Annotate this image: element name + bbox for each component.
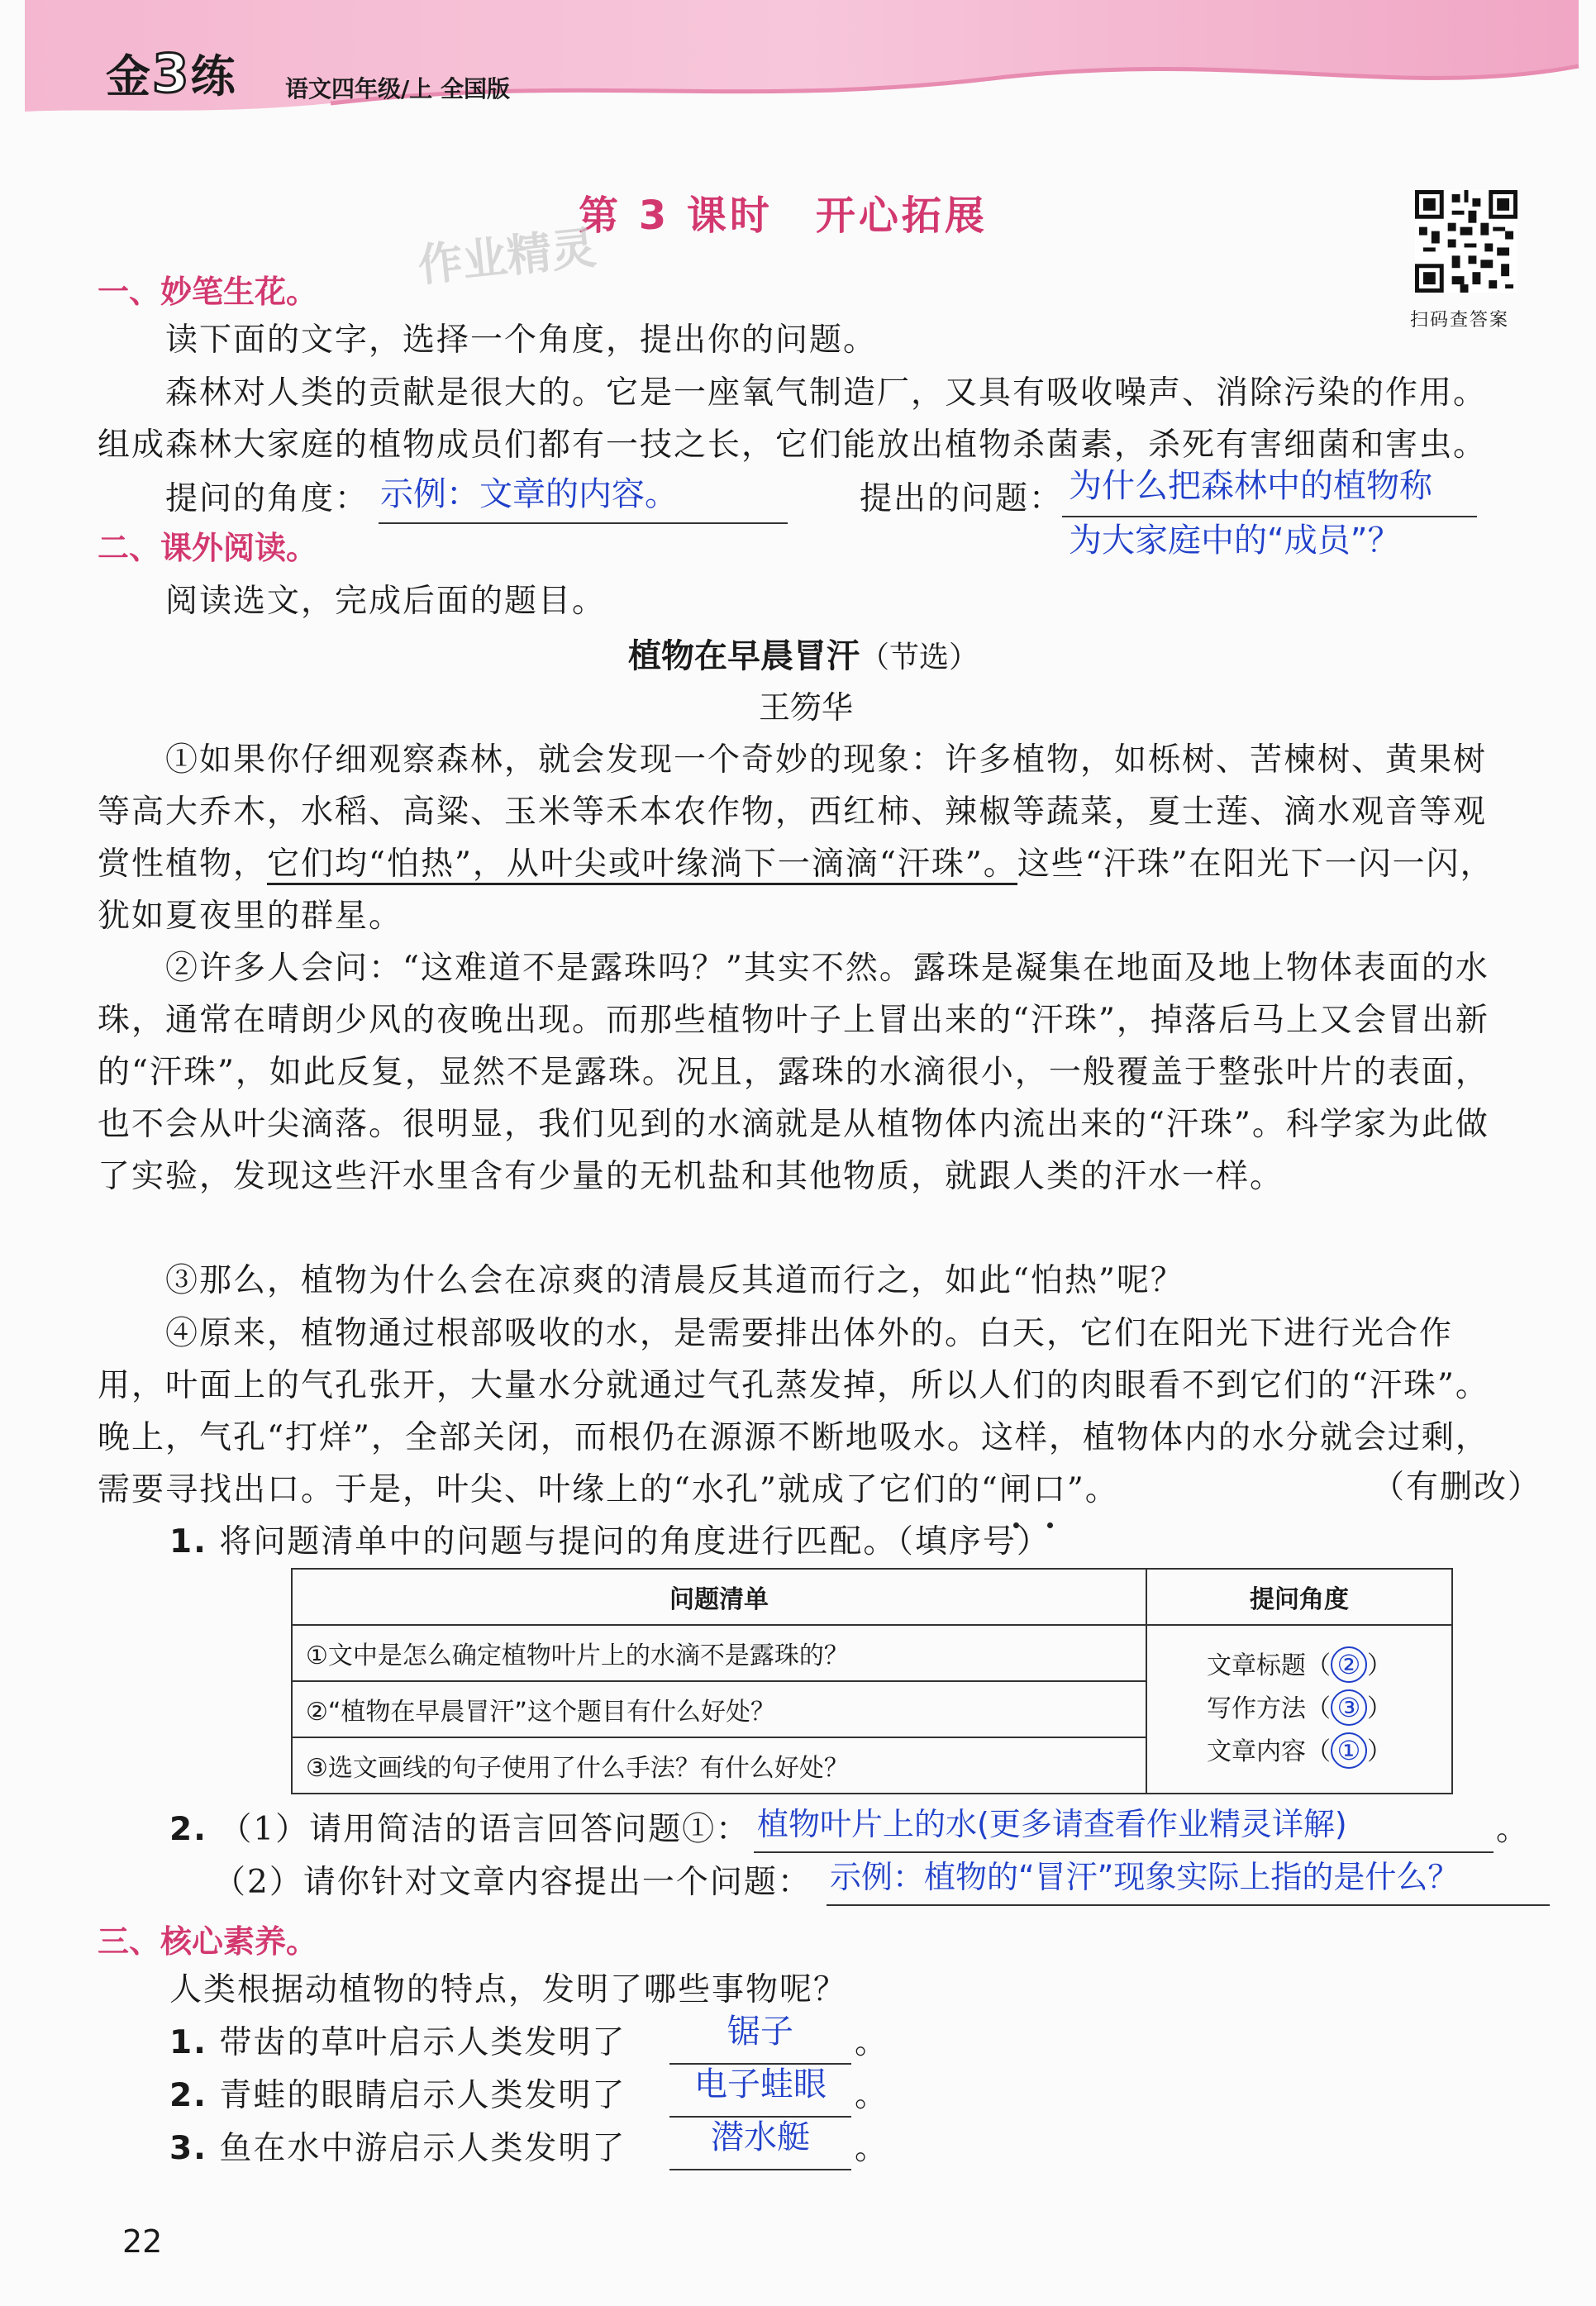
angle-answer-title[interactable]: ② [1331, 1646, 1367, 1683]
q2-1-period: 。 [1496, 1811, 1531, 1848]
question-label: 提出的问题： [860, 480, 1064, 517]
q2-2-answer: 示例：植物的“冒汗”现象实际上指的是什么？ [830, 1859, 1460, 1895]
q2-1-answer: 植物叶片上的水(更多请查看作业精灵详解) [757, 1806, 1347, 1842]
paragraph-3: ③那么，植物为什么会在凉爽的清晨反其道而行之，如此“怕热”呢？ [165, 1262, 1184, 1299]
section1-passage: 森林对人类的贡献是很大的。它是一座氧气制造厂，又具有吸收噪声、消除污染的作用。组成森林大家庭的植物成员们都有一技之长，它们能放出植物杀菌素，杀死有害细菌和害虫。 [98, 374, 1488, 464]
question-answer-line2: 为大家庭中的“成员”？ [1069, 522, 1401, 560]
dotted-word: 闸口 [999, 1471, 1067, 1508]
angle-answer: 示例：文章的内容。 [380, 475, 678, 513]
paragraph-2: ②许多人会问：“这难道不是露珠吗？”其实不然。露珠是凝集在地面及地上物体表面的水珠，通常在晴朗少风的夜晚出现。而那些植物叶子上冒出来的“汗珠”，掉落后马上又会冒出新的“汗珠”，如此反复，显然不是露珠。况且，露珠的水滴很小，一般覆盖于整张叶片的表面，也不会从叶尖滴落。很明显，我们见到的水滴就是从植物体内流出来的“汗珠”。科学家为此做了实验，发现这些汗水里含有少量的无机盐和其他物质，就跟人类的汗水一样。 [98, 950, 1489, 1195]
section3-heading: 三、核心素养。 [98, 1923, 318, 1960]
angle-answer-method[interactable]: ③ [1331, 1689, 1367, 1726]
section3-intro: 人类根据动植物的特点，发明了哪些事物呢？ [169, 1971, 848, 2008]
q2-2: （2）请你针对文章内容提出一个问题： [213, 1864, 812, 1901]
answer-field[interactable] [669, 2118, 851, 2170]
period: 。 [855, 2130, 889, 2167]
section3-item: 1. 带齿的草叶启示人类发明了 [169, 2024, 626, 2061]
q2-1-answer-field[interactable] [754, 1807, 1494, 1853]
lesson-title: 第 3 课时 开心拓展 [579, 193, 988, 239]
section2-heading: 二、课外阅读。 [98, 530, 318, 566]
section3-item: 2. 青蛙的眼睛启示人类发明了 [169, 2077, 626, 2114]
qr-caption: 扫码查答案 [1410, 310, 1510, 331]
section2-instruction: 阅读选文，完成后面的题目。 [165, 583, 607, 620]
q2-2-answer-field[interactable] [827, 1860, 1550, 1906]
table-row: ③选文画线的句子使用了什么手法？有什么好处？ [292, 1737, 1146, 1794]
angle-label: 提问的角度： [165, 480, 369, 517]
paragraph-4: ④原来，植物通过根部吸收的水，是需要排出体外的。白天，它们在阳光下进行光合作用，叶面上的气孔张开，大量水分就通过气孔蒸发掉，所以人们的肉眼看不到它们的“汗珠”。晚上，气孔“打烊”，全部关闭，而根仍在源源不断地吸水。这样，植物体内的水分就会过剩，需要寻找出口。于是，叶尖、叶缘上的“水孔”就成了它们的“闸口 ”。 [98, 1308, 1519, 1516]
answer-field[interactable] [669, 2065, 851, 2118]
answer-text: 锯子 [727, 2013, 793, 2051]
paragraph-1: ①如果你仔细观察森林，就会发现一个奇妙的现象：许多植物，如栎树、苦楝树、黄果树等高大乔木，水稻、高粱、玉米等禾本农作物，西红柿、辣椒等蔬菜，夏士莲、滴水观音等观赏性植物，它们均“怕热”，从叶尖或叶缘淌下一滴滴“汗珠”。这些“汗珠”在阳光下一闪一闪，犹如夏夜里的群星。 [98, 741, 1494, 935]
table-row: ②“植物在早晨冒汗”这个题目有什么好处？ [292, 1681, 1146, 1737]
article-author: 王笏华 [759, 689, 854, 726]
page-number: 22 [122, 2223, 163, 2260]
table-header-angles: 提问角度 [1146, 1569, 1452, 1625]
angle-answer-content[interactable]: ① [1331, 1732, 1367, 1769]
qr-code-icon[interactable] [1415, 190, 1517, 293]
angle-answers-cell: 文章标题（ ② ） 写作方法（ ③ ） 文章内容（ ① ） [1146, 1625, 1452, 1794]
underlined-sentence: 它们均“怕热”，从叶尖或叶缘淌下一滴滴“汗珠”。 [267, 846, 1017, 885]
answer-field[interactable] [669, 2013, 851, 2065]
period: 。 [855, 2077, 889, 2114]
period: 。 [855, 2024, 889, 2061]
q2-1: 2. （1）请用简洁的语言回答问题①： [169, 1811, 750, 1848]
table-header-questions: 问题清单 [292, 1569, 1146, 1625]
q1: 1. 将问题清单中的问题与提问的角度进行匹配。（填序号） [169, 1523, 1051, 1560]
section3-item: 3. 鱼在水中游启示人类发明了 [169, 2130, 626, 2167]
answer-text: 电子蛙眼 [694, 2065, 827, 2104]
brand-logo: 金3练 [106, 44, 237, 105]
question-answer-field[interactable] [1062, 467, 1477, 517]
matching-table [291, 1568, 1453, 1794]
book-subtitle: 语文四年级/上 全国版 [285, 75, 510, 102]
edit-note: （有删改） [1372, 1469, 1542, 1506]
watermark: 作业精灵 [415, 221, 599, 293]
header-band [0, 0, 1596, 124]
section1-instruction: 读下面的文字，选择一个角度，提出你的问题。 [165, 322, 878, 359]
answer-text: 潜水艇 [711, 2118, 810, 2156]
section1-heading: 一、妙笔生花。 [98, 274, 318, 310]
article-title: 植物在早晨冒汗（节选） [628, 637, 979, 675]
table-row: ①文中是怎么确定植物叶片上的水滴不是露珠的？ [292, 1625, 1146, 1681]
question-answer-line1: 为什么把森林中的植物称 [1069, 467, 1432, 505]
angle-answer-field[interactable] [379, 473, 788, 524]
